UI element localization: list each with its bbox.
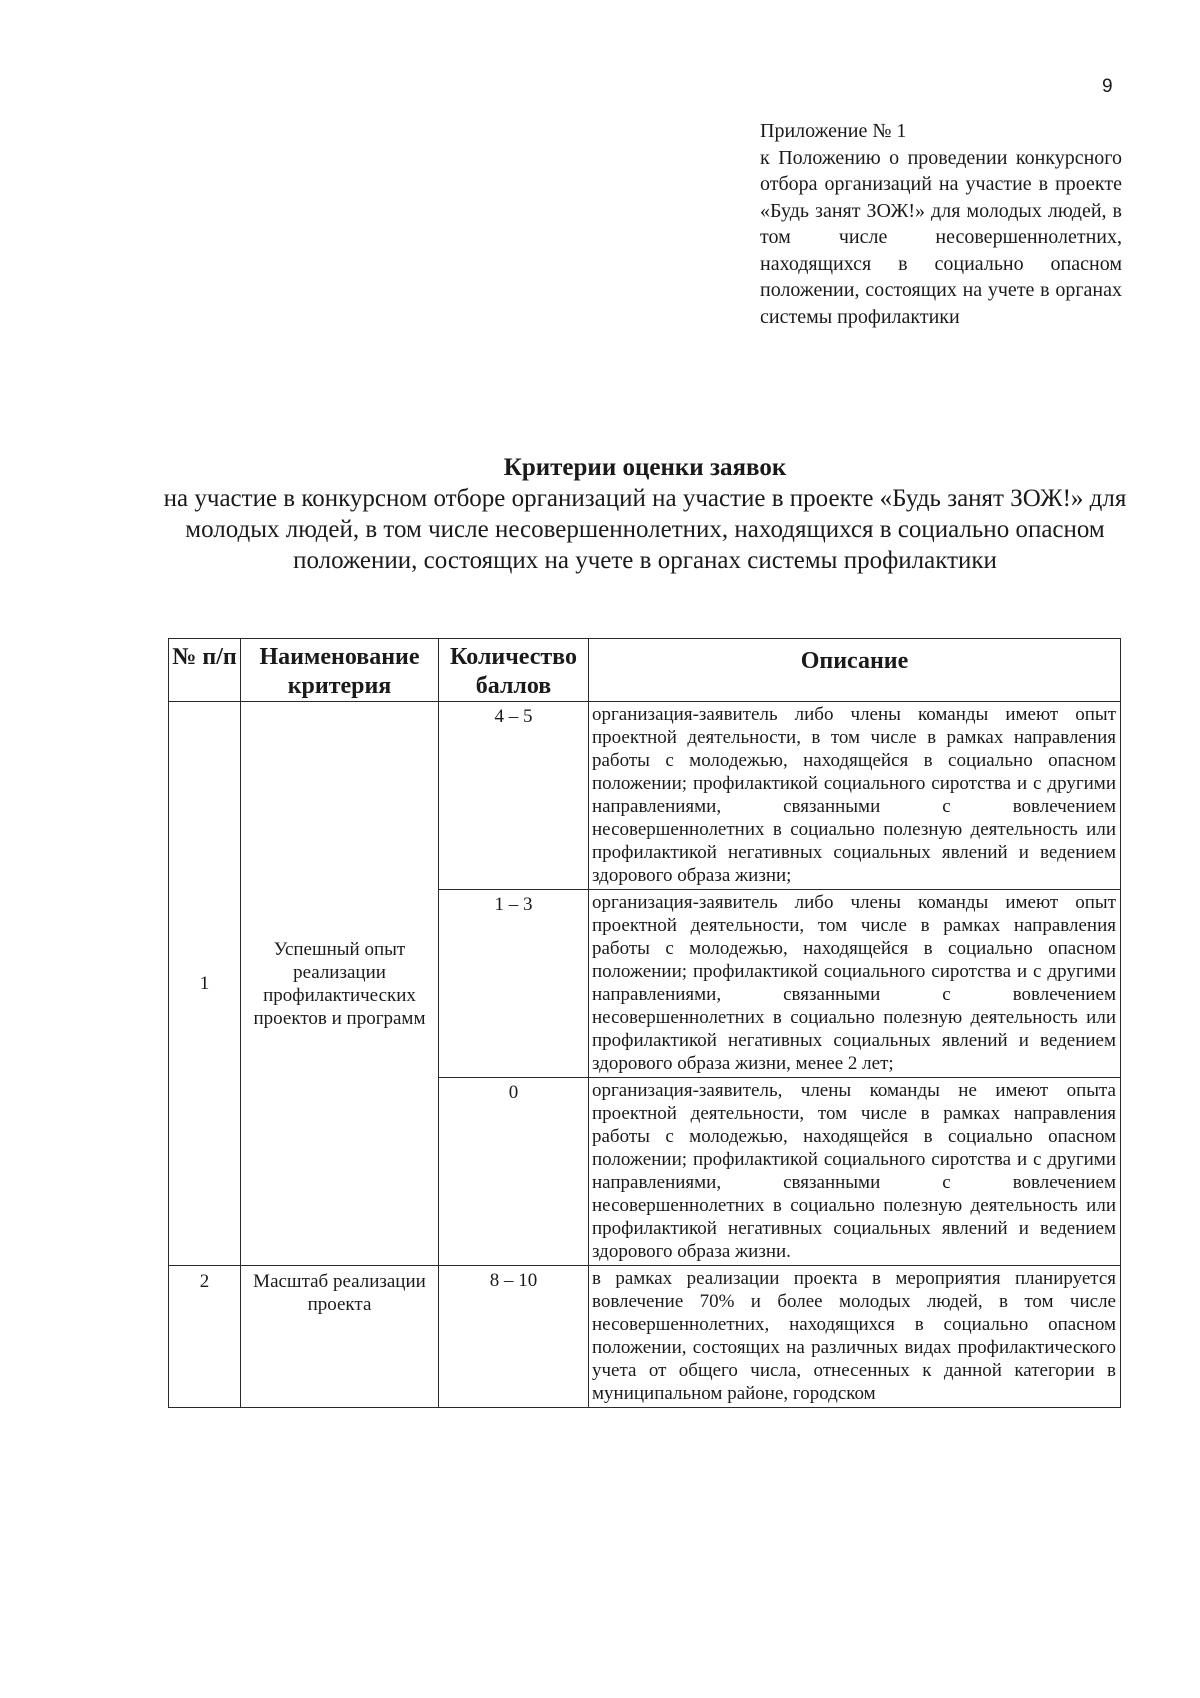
row-1-option-3-description: организация-заявитель, члены команды не имеют опыта проектной деятельности, том числе в рамках направления работы с молодежью, находящейся в социально опасном положении; профилактикой социального сиротства и с другими направлениями, связанными с вовлечением несовершеннолетних в социально полезную деятельность или профилактикой негативных социальных явлений и ведением здорового образа жизни. [589, 1078, 1121, 1266]
annex-title: Приложение № 1 [760, 120, 907, 142]
row-1-option-2-points: 1 – 3 [439, 890, 589, 1078]
document-heading [160, 452, 1130, 576]
table-header-row [169, 639, 1121, 702]
row-2-option-1-points: 8 – 10 [439, 1266, 589, 1408]
row-1-criterion: Успешный опыт реализации профилактических проектов и программ [241, 702, 439, 1266]
row-1-num: 1 [169, 702, 241, 1266]
criteria-table [168, 638, 1121, 1408]
annex-body: к Положению о проведении конкурсного отбора организаций на участие в проекте «Будь занят ЗОЖ!» для молодых людей, в том числе несовершеннолетних, находящихся в социально опасном положении, состоящих на учете в органах системы профилактики [760, 146, 1122, 328]
heading-title: Критерии оценки заявок [503, 454, 787, 481]
row-1-option-1-points: 4 – 5 [439, 702, 589, 890]
table-row [169, 702, 1121, 890]
heading-subtitle: на участие в конкурсном отборе организаций на участие в проекте «Будь занят ЗОЖ!» для молодых людей, в том числе несовершеннолетних, находящихся в социально опасном положении, состоящих на учете в органах системы профилактики [163, 485, 1127, 574]
row-1-option-2-description: организация-заявитель либо члены команды имеют опыт проектной деятельности, том числе в рамках направления работы с молодежью, находящейся в социально опасном положении; профилактикой социального сиротства и с другими направлениями, связанными с вовлечением несовершеннолетних в социально полезную деятельность или профилактикой негативных социальных явлений и ведением здорового образа жизни, менее 2 лет; [589, 890, 1121, 1078]
annex-note [760, 118, 1122, 330]
header-criterion: Наименование критерия [241, 639, 439, 702]
row-2-num: 2 [169, 1266, 241, 1408]
table-row [169, 1266, 1121, 1408]
row-1-option-3-points: 0 [439, 1078, 589, 1266]
header-points: Количество баллов [439, 639, 589, 702]
page-number: 9 [1102, 76, 1113, 97]
row-2-criterion: Масштаб реализации проекта [241, 1266, 439, 1408]
header-description: Описание [589, 639, 1121, 702]
row-2-option-1-description: в рамках реализации проекта в мероприятия планируется вовлечение 70% и более молодых людей, в том числе несовершеннолетних, находящихся в социально опасном положении, состоящих на различных видах профилактического учета от общего числа, отнесенных к данной категории в муниципальном районе, городском [589, 1266, 1121, 1408]
header-num: № п/п [169, 639, 241, 702]
row-1-option-1-description: организация-заявитель либо члены команды имеют опыт проектной деятельности, в том числе в рамках направления работы с молодежью, находящейся в социально опасном положении; профилактикой социального сиротства и с другими направлениями, связанными с вовлечением несовершеннолетних в социально полезную деятельность или профилактикой негативных социальных явлений и ведением здорового образа жизни; [589, 702, 1121, 890]
